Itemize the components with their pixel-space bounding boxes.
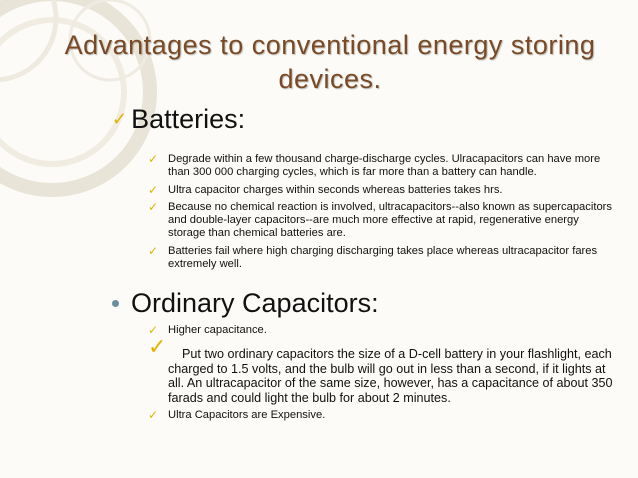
section-heading-batteries bbox=[112, 104, 245, 135]
check-icon: ✓ bbox=[112, 109, 128, 129]
list-item: ✓ Because no chemical reaction is involved, ultracapacitors--also known as supercapacitors and double-layer capacitors--are much more effective at rapid, regenerative energy storage than chemical batteries are. bbox=[148, 199, 612, 240]
list-item: ✓ Ultra capacitor charges within seconds whereas batteries takes hrs. bbox=[148, 182, 503, 197]
list-item: ✓ Degrade within a few thousand charge-discharge cycles. Ulracapacitors can have more than 300 000 charging cycles, which is far more than a battery can handle. bbox=[148, 152, 601, 179]
section-heading-text: Batteries: bbox=[131, 104, 246, 134]
slide-title: Advantages to conventional energy storing devices. bbox=[64, 30, 596, 94]
list-item: ✓ Put two ordinary capacitors the size of a D-cell battery in your flashlight, each charged to 1.5 volts, and the bulb will go out in less than a second, if it lights at all. An ultracapacitor of the same size, however, has a capacitance of about 350 farads and could light the bulb for about 2 minutes. bbox=[148, 334, 613, 405]
section-heading-text: Ordinary Capacitors: bbox=[131, 288, 379, 318]
section-heading-ordinary-capacitors bbox=[112, 288, 379, 319]
list-item: ✓ Ultra Capacitors are Expensive. bbox=[148, 407, 326, 422]
check-icon: ✓ bbox=[148, 152, 159, 166]
check-icon: ✓ bbox=[148, 407, 159, 422]
check-icon: ✓ bbox=[148, 334, 167, 360]
bullet-dot-icon bbox=[112, 300, 119, 307]
list-item: ✓ Batteries fail where high charging discharging takes place whereas ultracapacitor fares extremely well. bbox=[148, 243, 598, 271]
list-item: ✓ Higher capacitance. bbox=[148, 323, 267, 337]
check-icon: ✓ bbox=[148, 243, 159, 258]
check-icon: ✓ bbox=[148, 182, 159, 197]
capacitors-list bbox=[148, 324, 618, 426]
batteries-list bbox=[148, 153, 618, 275]
check-icon: ✓ bbox=[148, 323, 159, 337]
check-icon: ✓ bbox=[148, 199, 159, 214]
